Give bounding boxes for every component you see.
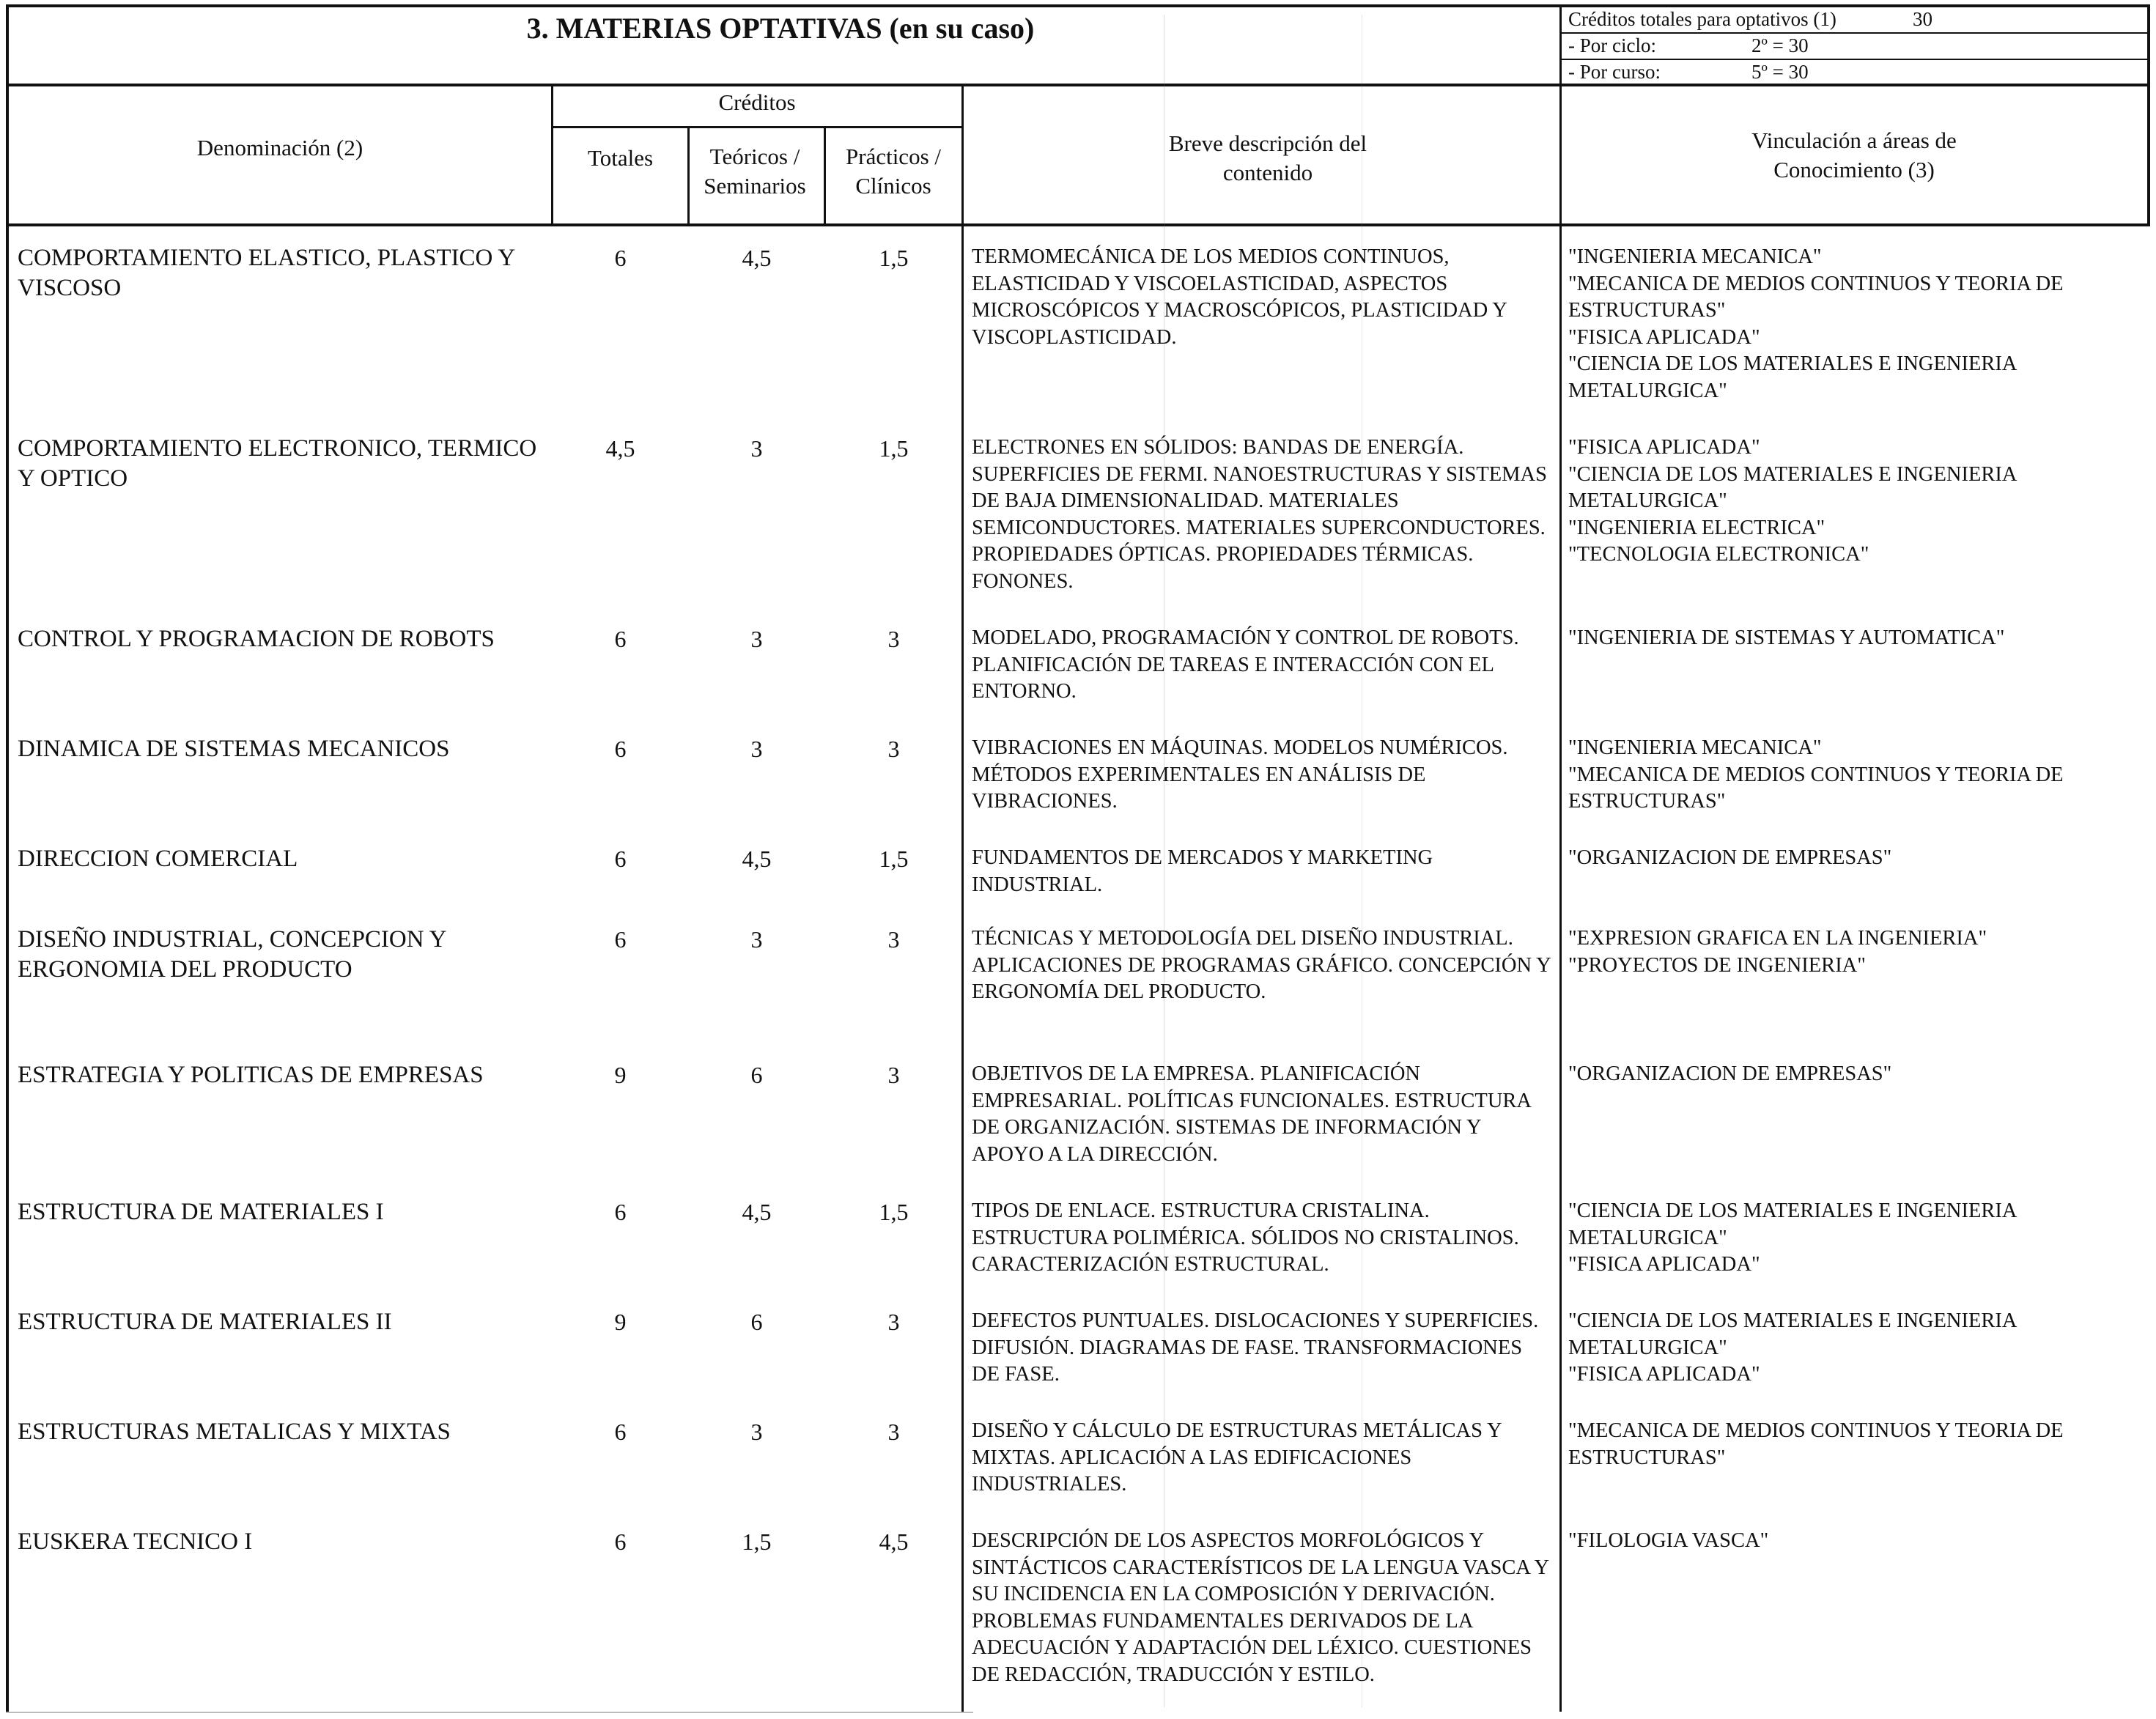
row-9-descripcion: DISEÑO Y CÁLCULO DE ESTRUCTURAS METÁLICAS Y MIXTAS. APLICACIÓN A LAS EDIFICACIONES INDUSTRIALES. [972, 1419, 1502, 1496]
table-border-left [6, 4, 9, 1712]
row-8-descripcion: DEFECTOS PUNTUALES. DISLOCACIONES Y SUPERFICIES. DIFUSIÓN. DIAGRAMAS DE FASE. TRANSFORMACIONES DE FASE. [972, 1309, 1539, 1386]
credit-total-value: 30 [1913, 8, 1932, 30]
col-divider-totales [687, 126, 690, 226]
row-4-totales: 6 [614, 846, 627, 872]
row-10-totales: 6 [614, 1528, 627, 1555]
row-5-descripcion: TÉCNICAS Y METODOLOGÍA DEL DISEÑO INDUSTRIAL. APLICACIONES DE PROGRAMAS GRÁFICO. CONCEPCIÓN Y ERGONOMÍA DEL PRODUCTO. [972, 927, 1551, 1003]
row-1-practicos: 1,5 [879, 435, 909, 462]
row-8-teoricos: 6 [750, 1309, 763, 1335]
row-10-denominacion: EUSKERA TECNICO I [18, 1528, 253, 1555]
credit-curso-value: 5º = 30 [1751, 61, 1809, 83]
row-2-practicos: 3 [887, 626, 900, 652]
row-10-teoricos: 1,5 [742, 1528, 772, 1555]
credit-info-divider-1 [1561, 32, 2150, 34]
row-6-totales: 9 [614, 1062, 627, 1088]
row-4-practicos: 1,5 [879, 846, 909, 872]
row-4-denominacion: DIRECCION COMERCIAL [18, 846, 298, 872]
row-9-denominacion: ESTRUCTURAS METALICAS Y MIXTAS [18, 1419, 451, 1445]
row-10-descripcion: DESCRIPCIÓN DE LOS ASPECTOS MORFOLÓGICOS Y SINTÁCTICOS CARACTERÍSTICOS DE LA LENGUA VASCA Y SU INCIDENCIA EN LA COMPOSICIÓN Y DERIVACIÓN. PROBLEMAS FUNDAMENTALES DERIVADOS DE LA ADECUACIÓN Y ADAPTACIÓN DEL LÉXICO. CUESTIONES DE REDACCIÓN, TRADUCCIÓN Y ESTILO. [972, 1529, 1549, 1686]
row-5-vinculacion: "EXPRESION GRAFICA EN LA INGENIERIA" "PROYECTOS DE INGENIERIA" [1568, 927, 1987, 977]
col-divider-teoricos [824, 126, 826, 226]
row-7-denominacion: ESTRUCTURA DE MATERIALES I [18, 1199, 384, 1225]
row-7-practicos: 1,5 [879, 1199, 909, 1225]
row-8-totales: 9 [614, 1309, 627, 1335]
header-creditos: Créditos [718, 89, 796, 115]
header-totales: Totales [587, 145, 654, 171]
row-6-vinculacion: "ORGANIZACION DE EMPRESAS" [1568, 1062, 1892, 1085]
row-3-totales: 6 [614, 736, 627, 762]
credit-summary [1568, 6, 1932, 85]
credit-total-row [1568, 6, 1932, 32]
title-band-bottom-rule [6, 84, 2150, 86]
row-3-practicos: 3 [887, 736, 900, 762]
col-divider-practicos [961, 84, 964, 1712]
row-5-practicos: 3 [887, 926, 900, 953]
row-7-totales: 6 [614, 1199, 627, 1225]
row-4-descripcion: FUNDAMENTOS DE MERCADOS Y MARKETING INDUSTRIAL. [972, 846, 1433, 896]
row-1-totales: 4,5 [605, 435, 635, 462]
credit-info-divider-2 [1561, 59, 2150, 60]
row-2-teoricos: 3 [750, 626, 763, 652]
row-2-denominacion: CONTROL Y PROGRAMACION DE ROBOTS [18, 626, 495, 652]
title-credit-divider [1559, 4, 1562, 86]
row-9-vinculacion: "MECANICA DE MEDIOS CONTINUOS Y TEORIA DE ESTRUCTURAS" [1568, 1419, 2064, 1469]
header-bottom-rule [6, 223, 2150, 226]
col-divider-descripcion [1559, 84, 1562, 1712]
table-border-top [6, 4, 2150, 7]
row-5-teoricos: 3 [750, 926, 763, 953]
row-9-teoricos: 3 [750, 1419, 763, 1445]
row-3-denominacion: DINAMICA DE SISTEMAS MECANICOS [18, 736, 450, 762]
row-6-denominacion: ESTRATEGIA Y POLITICAS DE EMPRESAS [18, 1062, 484, 1088]
row-0-teoricos: 4,5 [742, 245, 772, 271]
row-10-practicos: 4,5 [879, 1528, 909, 1555]
row-4-vinculacion: "ORGANIZACION DE EMPRESAS" [1568, 846, 1892, 869]
row-0-vinculacion: "INGENIERIA MECANICA" "MECANICA DE MEDIOS CONTINUOS Y TEORIA DE ESTRUCTURAS" "FISICA APLICADA" "CIENCIA DE LOS MATERIALES E INGENIERIA METALURGICA" [1568, 245, 2064, 402]
header-denominacion: Denominación (2) [196, 135, 363, 160]
row-7-descripcion: TIPOS DE ENLACE. ESTRUCTURA CRISTALINA. ESTRUCTURA POLIMÉRICA. SÓLIDOS NO CRISTALINOS. CARACTERIZACIÓN ESTRUCTURAL. [972, 1199, 1519, 1276]
row-3-descripcion: VIBRACIONES EN MÁQUINAS. MODELOS NUMÉRICOS. MÉTODOS EXPERIMENTALES EN ANÁLISIS DE VIBRACIONES. [972, 736, 1508, 813]
row-5-denominacion: DISEÑO INDUSTRIAL, CONCEPCION Y ERGONOMIA DEL PRODUCTO [18, 926, 446, 983]
row-9-totales: 6 [614, 1419, 627, 1445]
row-1-teoricos: 3 [750, 435, 763, 462]
header-descripcion: Breve descripción del contenido [1168, 130, 1367, 185]
row-7-teoricos: 4,5 [742, 1199, 772, 1225]
creditos-header-rule [551, 126, 963, 128]
row-8-practicos: 3 [887, 1309, 900, 1335]
row-10-vinculacion: "FILOLOGIA VASCA" [1568, 1529, 1769, 1552]
row-0-practicos: 1,5 [879, 245, 909, 271]
credit-curso-row [1568, 59, 1836, 85]
credit-ciclo-label: - Por ciclo: [1568, 34, 1656, 56]
row-5-totales: 6 [614, 926, 627, 953]
row-3-vinculacion: "INGENIERIA MECANICA" "MECANICA DE MEDIOS CONTINUOS Y TEORIA DE ESTRUCTURAS" [1568, 736, 2064, 813]
row-1-vinculacion: "FISICA APLICADA" "CIENCIA DE LOS MATERIALES E INGENIERIA METALURGICA" "INGENIERIA ELECTRICA" "TECNOLOGIA ELECTRONICA" [1568, 436, 2016, 566]
row-0-denominacion: COMPORTAMIENTO ELASTICO, PLASTICO Y VISCOSO [18, 245, 515, 301]
row-2-descripcion: MODELADO, PROGRAMACIÓN Y CONTROL DE ROBOTS. PLANIFICACIÓN DE TAREAS E INTERACCIÓN CON EL ENTORNO. [972, 626, 1519, 703]
row-1-descripcion: ELECTRONES EN SÓLIDOS: BANDAS DE ENERGÍA. SUPERFICIES DE FERMI. NANOESTRUCTURAS Y SISTEMAS DE BAJA DIMENSIONALIDAD. MATERIALES SEMICONDUCTORES. MATERIALES SUPERCONDUCTORES. PROPIEDADES ÓPTICAS. PROPIEDADES TÉRMICAS. FONONES. [972, 436, 1547, 593]
row-0-totales: 6 [614, 245, 627, 271]
row-9-practicos: 3 [887, 1419, 900, 1445]
row-8-vinculacion: "CIENCIA DE LOS MATERIALES E INGENIERIA METALURGICA" "FISICA APLICADA" [1568, 1309, 2016, 1386]
row-6-descripcion: OBJETIVOS DE LA EMPRESA. PLANIFICACIÓN EMPRESARIAL. POLÍTICAS FUNCIONALES. ESTRUCTURA DE ORGANIZACIÓN. SISTEMAS DE INFORMACIÓN Y APOYO A LA DIRECCIÓN. [972, 1062, 1531, 1166]
row-7-vinculacion: "CIENCIA DE LOS MATERIALES E INGENIERIA METALURGICA" "FISICA APLICADA" [1568, 1199, 2016, 1276]
section-title: 3. MATERIAS OPTATIVAS (en su caso) [526, 12, 1035, 45]
row-4-teoricos: 4,5 [742, 846, 772, 872]
credit-curso-label: - Por curso: [1568, 61, 1661, 83]
header-vinculacion: Vinculación a áreas de Conocimiento (3) [1751, 127, 1957, 182]
row-6-practicos: 3 [887, 1062, 900, 1088]
row-2-totales: 6 [614, 626, 627, 652]
row-1-denominacion: COMPORTAMIENTO ELECTRONICO, TERMICO Y OPTICO [18, 435, 537, 492]
row-3-teoricos: 3 [750, 736, 763, 762]
table-border-right [2147, 4, 2150, 224]
credit-ciclo-row [1568, 32, 1836, 59]
credit-total-label: Créditos totales para optativos (1) [1568, 8, 1836, 30]
row-8-denominacion: ESTRUCTURA DE MATERIALES II [18, 1309, 392, 1335]
header-teoricos: Teóricos / Seminarios [704, 144, 806, 199]
row-2-vinculacion: "INGENIERIA DE SISTEMAS Y AUTOMATICA" [1568, 626, 2005, 649]
row-6-teoricos: 6 [750, 1062, 763, 1088]
credit-ciclo-value: 2º = 30 [1751, 34, 1809, 56]
header-practicos: Prácticos / Clínicos [846, 144, 941, 199]
row-0-descripcion: TERMOMECÁNICA DE LOS MEDIOS CONTINUOS, ELASTICIDAD Y VISCOELASTICIDAD, ASPECTOS MICROSCÓPICOS Y MACROSCÓPICOS, PLASTICIDAD Y VISCOPLASTICIDAD. [972, 245, 1507, 349]
scan-bottom-edge [6, 1712, 973, 1713]
